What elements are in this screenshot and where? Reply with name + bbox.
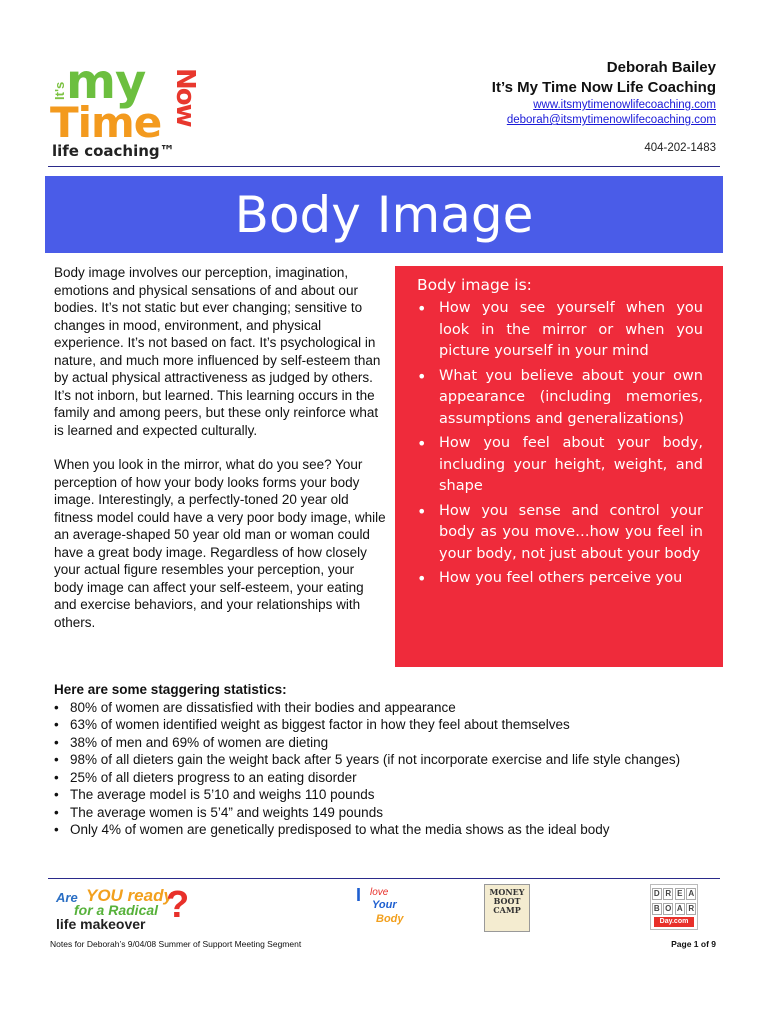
intro-paragraph-1: Body image involves our perception, imagination, emotions and physical sensations of and about our bodies. It’s not static but ever changing; sensitive to changes in mood, environment, and physical experience. It’s not based on fact. It’s psychological in nature, and much more influenced by self-esteem than by actual physical attractiveness as judged by others. It’s not inborn, but learned. This learning occurs in the family and among peers, but these only reinforce what is learned and expected culturally. bbox=[54, 265, 381, 438]
list-item: • The average women is 5’4” and weights 149 pounds bbox=[54, 804, 724, 822]
logo-subtitle: life coaching™ bbox=[52, 142, 175, 160]
logo-letter: A bbox=[675, 903, 685, 915]
header-divider bbox=[48, 166, 720, 167]
money-boot-camp-logo bbox=[484, 884, 530, 932]
logo-letter: O bbox=[665, 904, 672, 913]
company-logo bbox=[48, 54, 238, 160]
contact-name: Deborah Bailey bbox=[606, 59, 716, 76]
logo-letter: R bbox=[663, 888, 673, 900]
logo-letter: E bbox=[675, 888, 685, 900]
logo-my: my bbox=[66, 54, 146, 110]
list-item: • 63% of women identified weight as biggest factor in how they feel about themselves bbox=[54, 716, 724, 734]
list-item: • 98% of all dieters gain the weight back after 5 years (if not incorporate exercise and life style changes) bbox=[54, 751, 724, 769]
logo-letter: B bbox=[652, 903, 662, 915]
footer-divider bbox=[48, 878, 720, 879]
list-item: • 80% of women are dissatisfied with their bodies and appearance bbox=[54, 699, 724, 717]
list-item: • 38% of men and 69% of women are dieting bbox=[54, 734, 724, 752]
question-mark-icon: ? bbox=[166, 884, 190, 926]
list-item: • What you believe about your own appearance (including memories, assumptions and generalizations) bbox=[417, 366, 703, 431]
logo-letter: R bbox=[686, 903, 696, 915]
list-item: • How you feel about your body, including your height, weight, and shape bbox=[417, 433, 703, 498]
logo-its: It's bbox=[52, 81, 67, 100]
love-your-body-logo bbox=[356, 885, 414, 933]
email-link[interactable]: deborah@itsmytimenowlifecoaching.com bbox=[506, 114, 716, 126]
sidebar-heading: Body image is: bbox=[417, 276, 532, 294]
statistics-section bbox=[54, 681, 724, 839]
body-image-sidebar bbox=[395, 266, 723, 667]
logo-text: I bbox=[356, 885, 362, 905]
logo-text: Your bbox=[372, 899, 397, 911]
life-makeover-logo bbox=[56, 884, 190, 934]
logo-text: Body bbox=[376, 913, 404, 925]
logo-text: love bbox=[370, 887, 389, 898]
page-title: Body Image bbox=[234, 185, 534, 244]
logo-text: YOU ready bbox=[86, 886, 173, 905]
list-item: • The average model is 5’10 and weighs 110 pounds bbox=[54, 786, 724, 804]
title-banner bbox=[45, 176, 723, 253]
logo-text: life makeover bbox=[56, 916, 146, 932]
logo-now: Now bbox=[170, 68, 200, 126]
website-link[interactable]: www.itsmytimenowlifecoaching.com bbox=[533, 99, 716, 111]
sidebar-list bbox=[417, 298, 703, 590]
dream-board-day-logo bbox=[650, 884, 698, 930]
intro-paragraph-2: When you look in the mirror, what do you see? Your perception of how your body looks forms your body image. Interestingly, a perfectly-toned 20 year old fitness model could have a very poor body image, while an average-shaped 50 year old man or woman could have a great body image. Regardless of how closely your actual figure resembles your perception, your body image can affect your self-esteem, your eating and exercise behaviors, and your relationships with others. bbox=[54, 457, 386, 630]
page-number: Page 1 of 9 bbox=[671, 939, 716, 949]
list-item: • 25% of all dieters progress to an eating disorder bbox=[54, 769, 724, 787]
logo-text: Are bbox=[56, 890, 78, 905]
contact-company: It’s My Time Now Life Coaching bbox=[491, 79, 716, 96]
logo-text: CAMP bbox=[493, 905, 521, 915]
list-item: • How you sense and control your body as you move…how you feel in your body, not just about your body bbox=[417, 501, 703, 566]
logo-time: Time bbox=[50, 98, 162, 147]
logo-text: Day.com bbox=[654, 917, 694, 927]
logo-text: for a Radical bbox=[74, 902, 159, 918]
list-item: • Only 4% of women are genetically predisposed to what the media shows as the ideal body bbox=[54, 821, 724, 839]
logo-letter: A bbox=[686, 888, 696, 900]
logo-text: BOOT bbox=[493, 896, 521, 906]
statistics-heading: Here are some staggering statistics: bbox=[54, 682, 287, 697]
contact-phone: 404-202-1483 bbox=[644, 142, 716, 154]
footer-note: Notes for Deborah’s 9/04/08 Summer of Support Meeting Segment bbox=[50, 939, 302, 949]
contact-block bbox=[492, 58, 716, 154]
logo-letter: D bbox=[652, 888, 662, 900]
intro-text bbox=[54, 264, 386, 648]
logo-text: MONEY bbox=[489, 887, 525, 897]
statistics-list bbox=[54, 699, 724, 839]
list-item: • How you feel others perceive you bbox=[417, 568, 703, 590]
list-item: • How you see yourself when you look in the mirror or when you picture yourself in your mind bbox=[417, 298, 703, 363]
